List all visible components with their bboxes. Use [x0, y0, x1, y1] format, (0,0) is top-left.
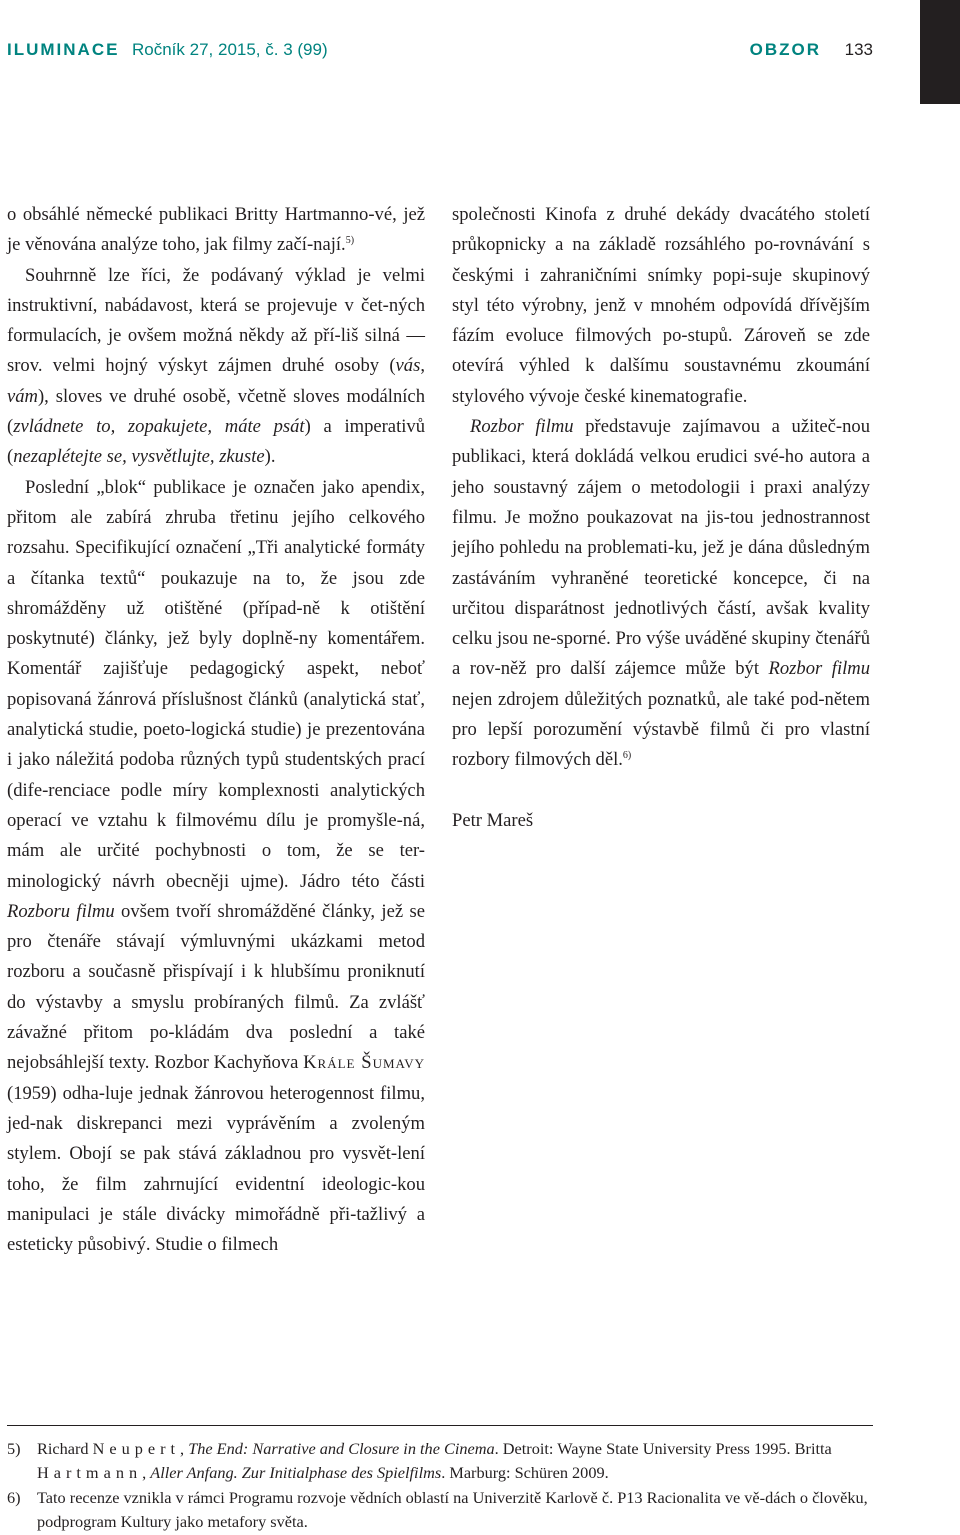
text-run: nejen zdrojem důležitých poznatků, ale také pod-nětem pro lepší porozumění výstavbě filmů či pro vlastní rozbory filmových děl.: [452, 688, 870, 771]
footnote-item: [7, 1486, 873, 1535]
footnote-ref-6: 6): [622, 750, 632, 762]
footnote-number: 6): [7, 1487, 21, 1507]
footnotes: [7, 1437, 873, 1535]
running-header: [7, 40, 873, 68]
italic-text: vás: [395, 355, 421, 377]
italic-text: zvládnete to, zopakujete, máte psát: [13, 416, 305, 438]
footnote-divider: [7, 1425, 873, 1426]
paragraph: společnosti Kinofa z druhé dekády dvacátého století průkopnicky a na základě rozsáhlého po-rovnávání s českými i zahraničními snímky popi-suje skupinový styl této výrobny, jenž v mnohém odpovídá dřívějším fázím evoluce filmových po-stupů. Zároveň se zde otevírá výhled k dalšímu soustavnému zkoumání stylového vývoje české kinematografie.: [452, 204, 870, 407]
text-run: představuje zajímavou a užiteč-nou publikaci, která dokládá velkou erudici své-ho autora a jeho soustavný zájem o metodologii i praxi analýzy filmu. Je možno poukazovat na jis-tou jednostrannost jejího pohledu na problemati-ku, jež je dána důsledným zastáváním vyhraněné teoretické koncepce, či na určitou disparátnost jednotlivých částí, avšak kvality celku jsou ne-sporné. Pro výše uváděné skupiny čtenářů a rov-něž pro další zájemce může být: [452, 416, 871, 680]
journal-title: ILUMINACE: [7, 40, 120, 59]
footnote-ref-5: 5): [345, 235, 355, 247]
author-name: Neupert: [92, 1439, 181, 1458]
film-title-smallcaps: Krále Šumavy: [303, 1052, 426, 1074]
italic-text: Rozboru filmu: [7, 900, 115, 922]
paragraph: [7, 261, 425, 473]
paragraph: [7, 200, 425, 261]
text-run: . Marburg: Schüren 2009.: [441, 1463, 609, 1483]
author-signature: Petr Mareš: [452, 809, 534, 831]
text-run: ).: [264, 446, 276, 468]
text-run: ), sloves ve druhé osobě, včetně sloves modálních (: [7, 385, 425, 438]
footnote-item: [7, 1437, 873, 1486]
section-title: OBZOR: [749, 40, 821, 59]
footnote-text: [37, 1437, 873, 1486]
text-run: Souhrnně lze říci, že podávaný výklad je velmi instruktivní, nabádavost, která se projevuje v čet-ných formulacích, je ovšem možná někdy až pří-liš silná — srov. velmi hojný výskyt zájmen druhé osoby (: [7, 264, 425, 377]
right-column: [452, 200, 870, 836]
italic-text: Rozbor filmu: [768, 658, 870, 680]
left-column: [7, 200, 425, 1260]
text-run: . Detroit: Wayne State University Press 1995. Britta: [494, 1439, 832, 1458]
author-name: Hartmann: [37, 1463, 143, 1483]
page-edge-marker: [920, 0, 960, 104]
italic-text: Rozbor filmu: [470, 416, 574, 438]
italic-text: nezaplétejte se, vysvětlujte, zkuste: [13, 446, 265, 468]
footnote-number: 5): [7, 1439, 21, 1458]
italic-text: Aller Anfang. Zur Initialphase des Spielfilms: [150, 1463, 442, 1483]
text-run: Poslední „blok“ publikace je označen jako apendix, přitom ale zabírá zhruba třetinu jejího celkového rozsahu. Specifikující označení „Tři analytické formáty a čítanka textů“ poukazuje na to, že jsou zde shromážděny už otištěné (případ-ně k otištění poskytnuté) články, jež byly doplně-ny komentářem. Komentář zajišťuje pedagogický aspekt, neboť popisovaná žánrová příslušnost článků (analytická stať, analytická studie, poeto-logická studie) je prezentována i jako náležitá podoba různých typů studentských prací (dife-renciace podle míry komplexnosti analytických operací ve vztahu k filmovému dílu je promyšle-ná, mám ale určité pochybnosti o tom, že se ter-minologický návrh obecněji ujme). Jádro této části: [7, 476, 425, 892]
italic-text: vám: [7, 385, 38, 407]
footnote-text: Tato recenze vznikla v rámci Programu rozvoje vědních oblastí na Univerzitě Karlově č. P13 Racionalita ve vě-dách o člověku, podprogram Kultury jako metafory světa.: [37, 1487, 868, 1532]
text-run: ,: [180, 1439, 189, 1458]
text-run: (1959) odha-luje jednak žánrovou heterogennost filmu, jed-nak diskrepanci mezi vyprávěním a zvoleným stylem. Obojí se pak stává základnou pro vysvět-lení toho, že film zahrnující evidentní ideologic-kou manipulaci je stále divácky mimořádně při-tažlivý a esteticky působivý. Studie o filmech: [7, 1082, 425, 1256]
page-number: 133: [844, 40, 873, 59]
paragraph: [452, 412, 870, 776]
text-run: ovšem tvoří shromážděné články, jež se pro čtenáře stávají výmluvnými ukázkami metod rozboru a současně přispívají i k hlubšímu proniknutí do výstavby a smyslu probíraných filmů. Za zvlášť závažné přitom po-kládám dva poslední a také nejobsáhlejší texty. Rozbor Kachyňova: [7, 900, 426, 1074]
text-run: Richard: [37, 1439, 93, 1458]
italic-text: The End: Narrative and Closure in the Cinema: [188, 1439, 495, 1458]
text-run: ,: [420, 355, 425, 377]
text-run: ,: [142, 1463, 151, 1483]
paragraph: [7, 473, 425, 1261]
text-run: ) a imperativů (: [7, 416, 425, 468]
issue-info: Ročník 27, 2015, č. 3 (99): [132, 40, 328, 59]
text-run: o obsáhlé německé publikaci Britty Hartmanno-vé, jež je věnována analýze toho, jak filmy začí-nají.: [7, 204, 425, 256]
